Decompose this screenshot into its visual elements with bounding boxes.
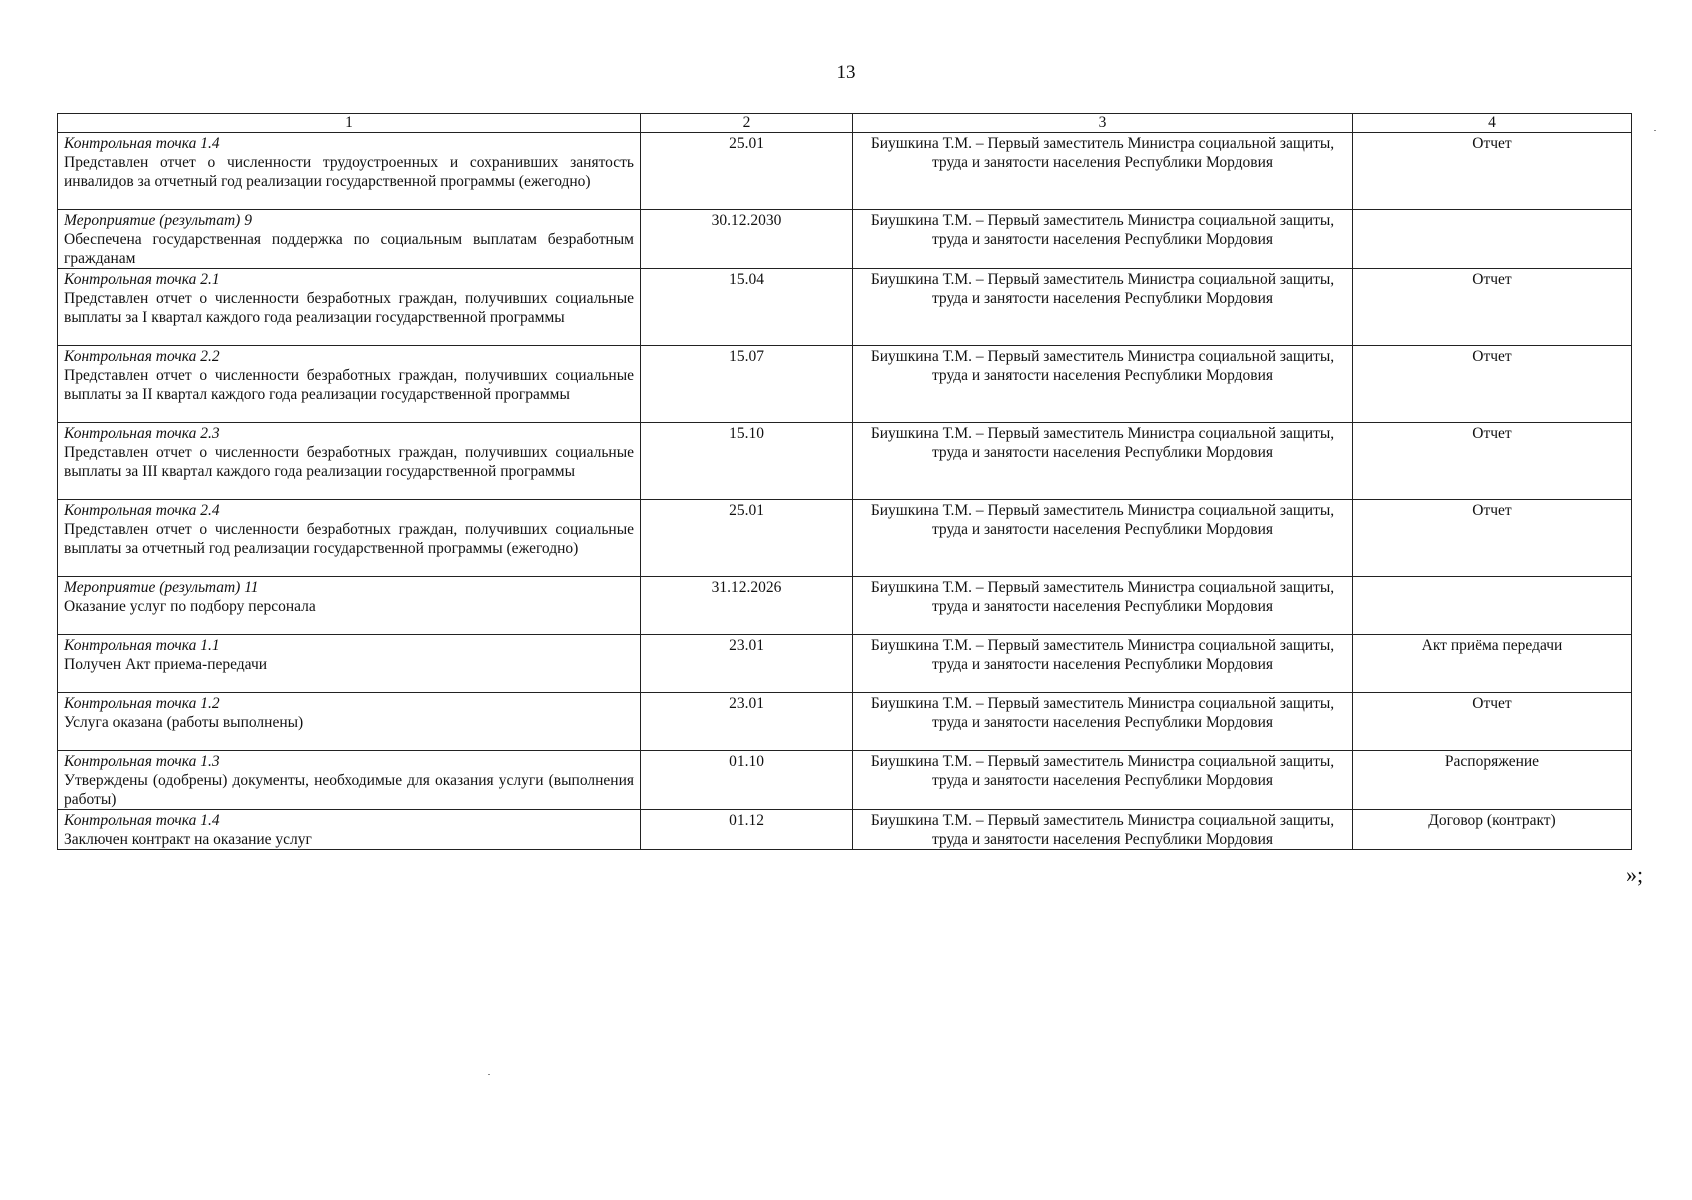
- closing-quote-mark: »;: [1626, 862, 1644, 887]
- event-cell: [58, 346, 641, 423]
- document-cell: Договор (контракт): [1353, 810, 1632, 850]
- date-cell: 25.01: [641, 500, 853, 577]
- document-cell: Отчет: [1353, 346, 1632, 423]
- table-row: [58, 269, 1632, 346]
- event-description: Утверждены (одобрены) документы, необходимые для оказания услуги (выполнения работы): [64, 772, 634, 808]
- event-description: Представлен отчет о численности безработных граждан, получивших социальные выплаты за отчетный год реализации государственной программы (ежегодно): [64, 521, 634, 557]
- responsible-cell: Биушкина Т.М. – Первый заместитель Министра социальной защиты, труда и занятости населения Республики Мордовия: [853, 346, 1353, 423]
- event-description: Услуга оказана (работы выполнены): [64, 714, 304, 731]
- date-cell: 23.01: [641, 693, 853, 751]
- responsible-cell: Биушкина Т.М. – Первый заместитель Министра социальной защиты, труда и занятости населения Республики Мордовия: [853, 210, 1353, 269]
- table-row: [58, 810, 1632, 850]
- table-row: [58, 751, 1632, 810]
- date-cell: 23.01: [641, 635, 853, 693]
- date-cell: 15.07: [641, 346, 853, 423]
- table-body: [58, 133, 1632, 850]
- event-kind: Контрольная точка 1.4: [64, 812, 220, 829]
- responsible-cell: Биушкина Т.М. – Первый заместитель Министра социальной защиты, труда и занятости населения Республики Мордовия: [853, 133, 1353, 210]
- responsible-cell: Биушкина Т.М. – Первый заместитель Министра социальной защиты, труда и занятости населения Республики Мордовия: [853, 635, 1353, 693]
- document-cell: [1353, 577, 1632, 635]
- table-row: [58, 500, 1632, 577]
- scan-speck: [488, 1074, 490, 1075]
- date-cell: 25.01: [641, 133, 853, 210]
- table-row: [58, 423, 1632, 500]
- event-description: Обеспечена государственная поддержка по социальным выплатам безработным гражданам: [64, 231, 634, 267]
- document-cell: Отчет: [1353, 133, 1632, 210]
- responsible-cell: Биушкина Т.М. – Первый заместитель Министра социальной защиты, труда и занятости населения Республики Мордовия: [853, 500, 1353, 577]
- responsible-cell: Биушкина Т.М. – Первый заместитель Министра социальной защиты, труда и занятости населения Республики Мордовия: [853, 269, 1353, 346]
- event-description: Получен Акт приема-передачи: [64, 656, 268, 673]
- date-cell: 01.10: [641, 751, 853, 810]
- event-cell: [58, 577, 641, 635]
- event-cell: [58, 693, 641, 751]
- table-row: [58, 346, 1632, 423]
- control-points-table: [57, 113, 1632, 850]
- event-cell: [58, 500, 641, 577]
- event-cell: [58, 423, 641, 500]
- event-cell: [58, 269, 641, 346]
- responsible-cell: Биушкина Т.М. – Первый заместитель Министра социальной защиты, труда и занятости населения Республики Мордовия: [853, 577, 1353, 635]
- margin-speck: [1654, 130, 1656, 131]
- document-cell: [1353, 210, 1632, 269]
- table-row: [58, 635, 1632, 693]
- event-kind: Мероприятие (результат) 9: [64, 212, 252, 229]
- column-header-3: 3: [853, 114, 1353, 133]
- event-description: Представлен отчет о численности безработных граждан, получивших социальные выплаты за III квартал каждого года реализации государственной программы: [64, 444, 634, 480]
- event-kind: Контрольная точка 1.3: [64, 753, 220, 770]
- date-cell: 15.10: [641, 423, 853, 500]
- page-number: 13: [836, 62, 856, 83]
- date-cell: 31.12.2026: [641, 577, 853, 635]
- event-kind: Контрольная точка 1.4: [64, 135, 220, 152]
- date-cell: 01.12: [641, 810, 853, 850]
- event-cell: [58, 810, 641, 850]
- responsible-cell: Биушкина Т.М. – Первый заместитель Министра социальной защиты, труда и занятости населения Республики Мордовия: [853, 693, 1353, 751]
- date-cell: 30.12.2030: [641, 210, 853, 269]
- event-kind: Контрольная точка 1.1: [64, 637, 220, 654]
- event-kind: Контрольная точка 2.2: [64, 348, 220, 365]
- document-cell: Отчет: [1353, 693, 1632, 751]
- table-row: [58, 577, 1632, 635]
- responsible-cell: Биушкина Т.М. – Первый заместитель Министра социальной защиты, труда и занятости населения Республики Мордовия: [853, 751, 1353, 810]
- event-description: Представлен отчет о численности безработных граждан, получивших социальные выплаты за I квартал каждого года реализации государственной программы: [64, 290, 634, 326]
- event-description: Представлен отчет о численности трудоустроенных и сохранивших занятость инвалидов за отчетный год реализации государственной программы (ежегодно): [64, 154, 634, 190]
- event-cell: [58, 751, 641, 810]
- event-kind: Мероприятие (результат) 11: [64, 579, 259, 596]
- column-header-1: 1: [58, 114, 641, 133]
- event-kind: Контрольная точка 2.1: [64, 271, 220, 288]
- event-kind: Контрольная точка 2.4: [64, 502, 220, 519]
- event-description: Представлен отчет о численности безработных граждан, получивших социальные выплаты за II квартал каждого года реализации государственной программы: [64, 367, 634, 403]
- document-cell: Отчет: [1353, 500, 1632, 577]
- document-cell: Распоряжение: [1353, 751, 1632, 810]
- event-kind: Контрольная точка 2.3: [64, 425, 220, 442]
- event-description: Заключен контракт на оказание услуг: [64, 831, 312, 848]
- document-cell: Отчет: [1353, 423, 1632, 500]
- document-cell: Отчет: [1353, 269, 1632, 346]
- table-row: [58, 133, 1632, 210]
- table-header-row: [58, 114, 1632, 133]
- responsible-cell: Биушкина Т.М. – Первый заместитель Министра социальной защиты, труда и занятости населения Республики Мордовия: [853, 810, 1353, 850]
- date-cell: 15.04: [641, 269, 853, 346]
- event-description: Оказание услуг по подбору персонала: [64, 598, 316, 615]
- event-cell: [58, 133, 641, 210]
- event-cell: [58, 210, 641, 269]
- responsible-cell: Биушкина Т.М. – Первый заместитель Министра социальной защиты, труда и занятости населения Республики Мордовия: [853, 423, 1353, 500]
- event-kind: Контрольная точка 1.2: [64, 695, 220, 712]
- event-cell: [58, 635, 641, 693]
- table-row: [58, 693, 1632, 751]
- column-header-4: 4: [1353, 114, 1632, 133]
- column-header-2: 2: [641, 114, 853, 133]
- document-cell: Акт приёма передачи: [1353, 635, 1632, 693]
- table-row: [58, 210, 1632, 269]
